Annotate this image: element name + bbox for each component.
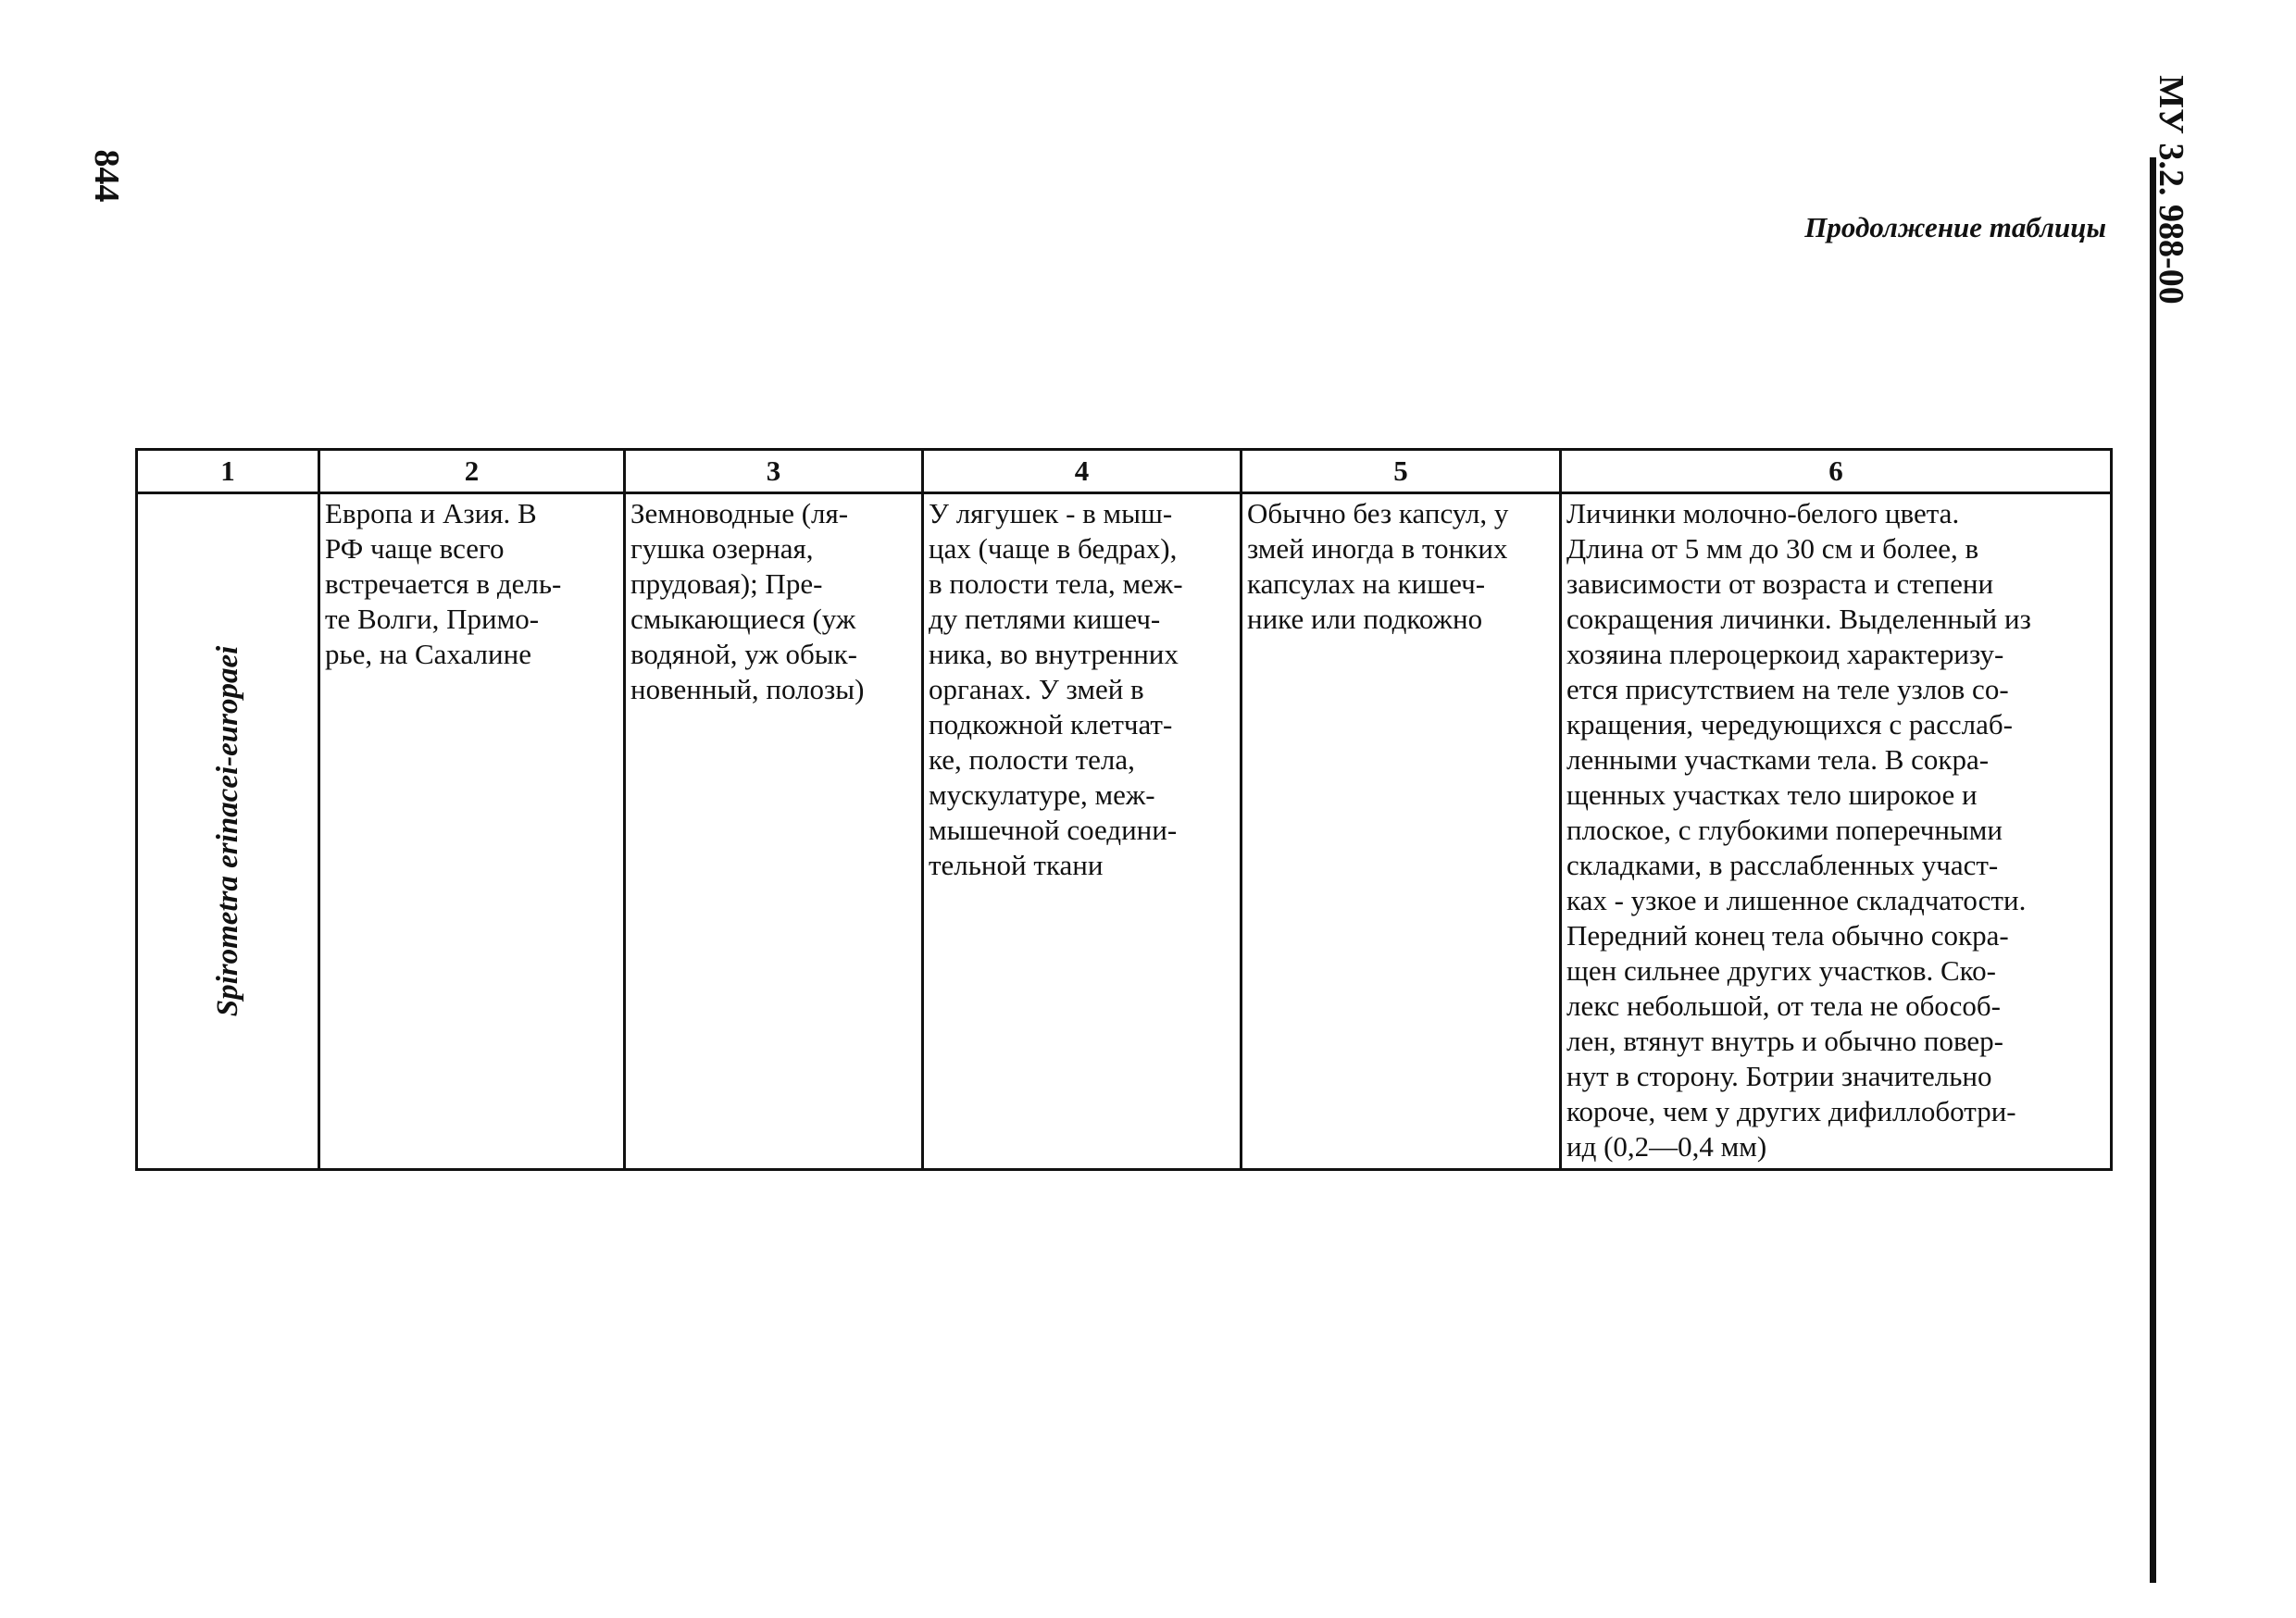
hosts-text: Земноводные (ля- гушка озерная, прудовая); Пре- смыкающиеся (уж водяной, уж обык- новенный, полозы) [630, 497, 865, 705]
localization-cell [923, 493, 1242, 1170]
col-header-2: 2 [319, 450, 625, 493]
table-row [137, 493, 2112, 1170]
col-header-1: 1 [137, 450, 319, 493]
distribution-cell [319, 493, 625, 1170]
col-header-6: 6 [1561, 450, 2112, 493]
species-name: Spirometra erinacei-europaei [211, 645, 244, 1017]
table-header-row [137, 450, 2112, 493]
species-cell [137, 493, 319, 1170]
localization-text: У лягушек - в мыш- цах (чаще в бедрах), в полости тела, меж- ду петлями кишеч- ника, во внутренних органах. У змей в подкожной клетчат- ке, полости тела, мускулатуре, меж- мышечной соедини- тельной ткани [929, 497, 1183, 881]
hosts-cell [625, 493, 923, 1170]
col-header-4: 4 [923, 450, 1242, 493]
capsules-cell [1242, 493, 1561, 1170]
description-text: Личинки молочно-белого цвета. Длина от 5 мм до 30 см и более, в зависимости от возраста и степени сокращения личинки. Выделенный из хозяина плероцеркоид характеризу- ется присутствием на теле узлов со- кращения, чередующихся с расслаб- ленными участками тела. В сокра- щенных участках тело широкое и плоское, с глубокими поперечными складками, в расслабленных участ- ках - узкое и лишенное складчатости. Передний конец тела обычно сокра- щен сильнее других участков. Ско- лекс небольшой, от тела не обособ- лен, втянут внутрь и обычно повер- нут в сторону. Ботрии значительно короче, чем у других дифиллоботри- ид (0,2—0,4 мм) [1566, 497, 2031, 1163]
col-header-3: 3 [625, 450, 923, 493]
col-header-5: 5 [1242, 450, 1561, 493]
description-cell [1561, 493, 2112, 1170]
page-number: 844 [87, 149, 126, 203]
capsules-text: Обычно без капсул, у змей иногда в тонких капсулах на кишеч- нике или подкожно [1247, 497, 1509, 635]
table-continuation-label: Продолжение таблицы [1804, 211, 2106, 243]
document-code: МУ 3.2. 988-00 [2152, 75, 2190, 305]
distribution-text: Европа и Азия. В РФ чаще всего встречается в дель- те Волги, Примо- рье, на Сахалине [325, 497, 562, 670]
parasite-table [135, 448, 2113, 1171]
